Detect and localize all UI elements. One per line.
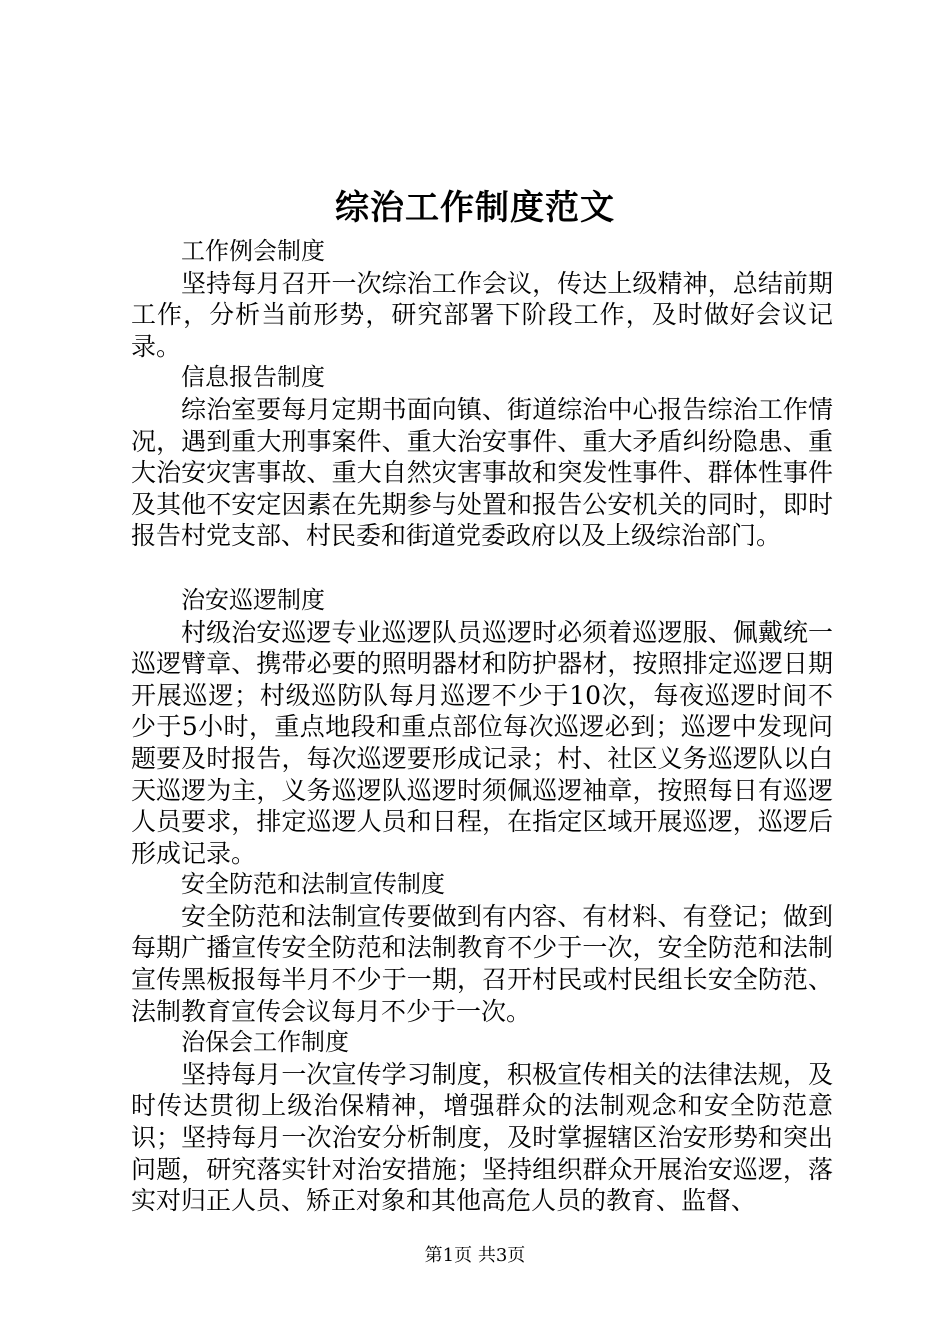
section-heading-patrol: 治安巡逻制度 [181, 585, 325, 614]
document-body [131, 236, 833, 1217]
document-title: 综治工作制度范文 [335, 188, 615, 228]
paragraph-gap [131, 552, 833, 585]
section-heading-info-report: 信息报告制度 [181, 363, 325, 392]
section-body-info-report: 综治室要每月定期书面向镇、街道综治中心报告综治工作情况，遇到重大刑事案件、重大治安事件、重大矛盾纠纷隐患、重大治安灾害事故、重大自然灾害事故和突发性事件、群体性事件及其他不安定因素在先期参与处置和报告公安机关的同时，即时报告村党支部、村民委和街道党委政府以及上级综治部门。 [131, 394, 833, 551]
section-heading-security-committee: 治保会工作制度 [181, 1028, 349, 1057]
section-body-patrol: 村级治安巡逻专业巡逻队员巡逻时必须着巡逻服、佩戴统一巡逻臂章、携带必要的照明器材和防护器材，按照排定巡逻日期开展巡逻；村级巡防队每月巡逻不少于10次，每夜巡逻时间不少于5小时，重点地段和重点部位每次巡逻必到；巡逻中发现问题要及时报告，每次巡逻要形成记录；村、社区义务巡逻队以白天巡逻为主，义务巡逻队巡逻时须佩巡逻袖章，按照每日有巡逻人员要求，排定巡逻人员和日程，在指定区域开展巡逻，巡逻后形成记录。 [131, 617, 833, 868]
section-body-work-meeting: 坚持每月召开一次综治工作会议，传达上级精神，总结前期工作，分析当前形势，研究部署下阶段工作，及时做好会议记录。 [131, 268, 833, 361]
section-body-safety-publicity: 安全防范和法制宣传要做到有内容、有材料、有登记；做到每期广播宣传安全防范和法制教育不少于一次，安全防范和法制宣传黑板报每半月不少于一期，召开村民或村民组长安全防范、法制教育宣传会议每月不少于一次。 [131, 901, 833, 1026]
page-number-footer: 第1页 共3页 [424, 1245, 526, 1266]
section-heading-safety-publicity: 安全防范和法制宣传制度 [181, 870, 445, 899]
section-heading-work-meeting: 工作例会制度 [181, 237, 325, 265]
section-body-security-committee: 坚持每月一次宣传学习制度，积极宣传相关的法律法规，及时传达贯彻上级治保精神，增强群众的法制观念和安全防范意识；坚持每月一次治安分析制度，及时掌握辖区治安形势和突出问题，研究落实针对治安措施；坚持组织群众开展治安巡逻，落实对归正人员、矫正对象和其他高危人员的教育、监督、 [131, 1059, 833, 1216]
